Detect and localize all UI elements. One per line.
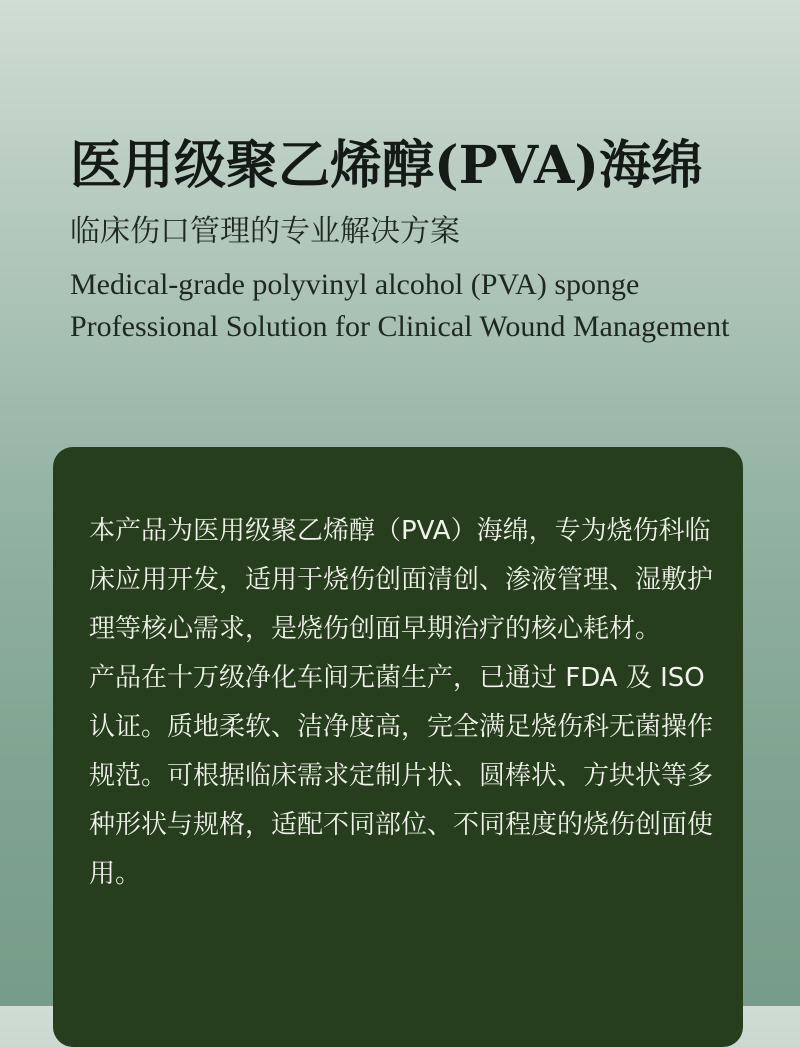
page-title: 医用级聚乙烯醇(PVA)海绵 [70,135,703,196]
description-card [53,447,743,1047]
subtitle-chinese: 临床伤口管理的专业解决方案 [70,214,460,249]
product-header [70,126,790,348]
subtitle-english: Medical-grade polyvinyl alcohol (PVA) sponge Professional Solution for Clinical Wound Management [70,268,730,343]
description-paragraph-production: 产品在十万级净化车间无菌生产，已通过 FDA 及 ISO 认证。质地柔软、洁净度高，完全满足烧伤科无菌操作规范。可根据临床需求定制片状、圆棒状、方块状等多种形状与规格，适配不同部位、不同程度的烧伤创面使用。 [89,663,714,889]
description-body [89,507,719,899]
description-paragraph-intro: 本产品为医用级聚乙烯醇（PVA）海绵，专为烧伤科临床应用开发，适用于烧伤创面清创、渗液管理、湿敷护理等核心需求，是烧伤创面早期治疗的核心耗材。 [89,516,714,644]
